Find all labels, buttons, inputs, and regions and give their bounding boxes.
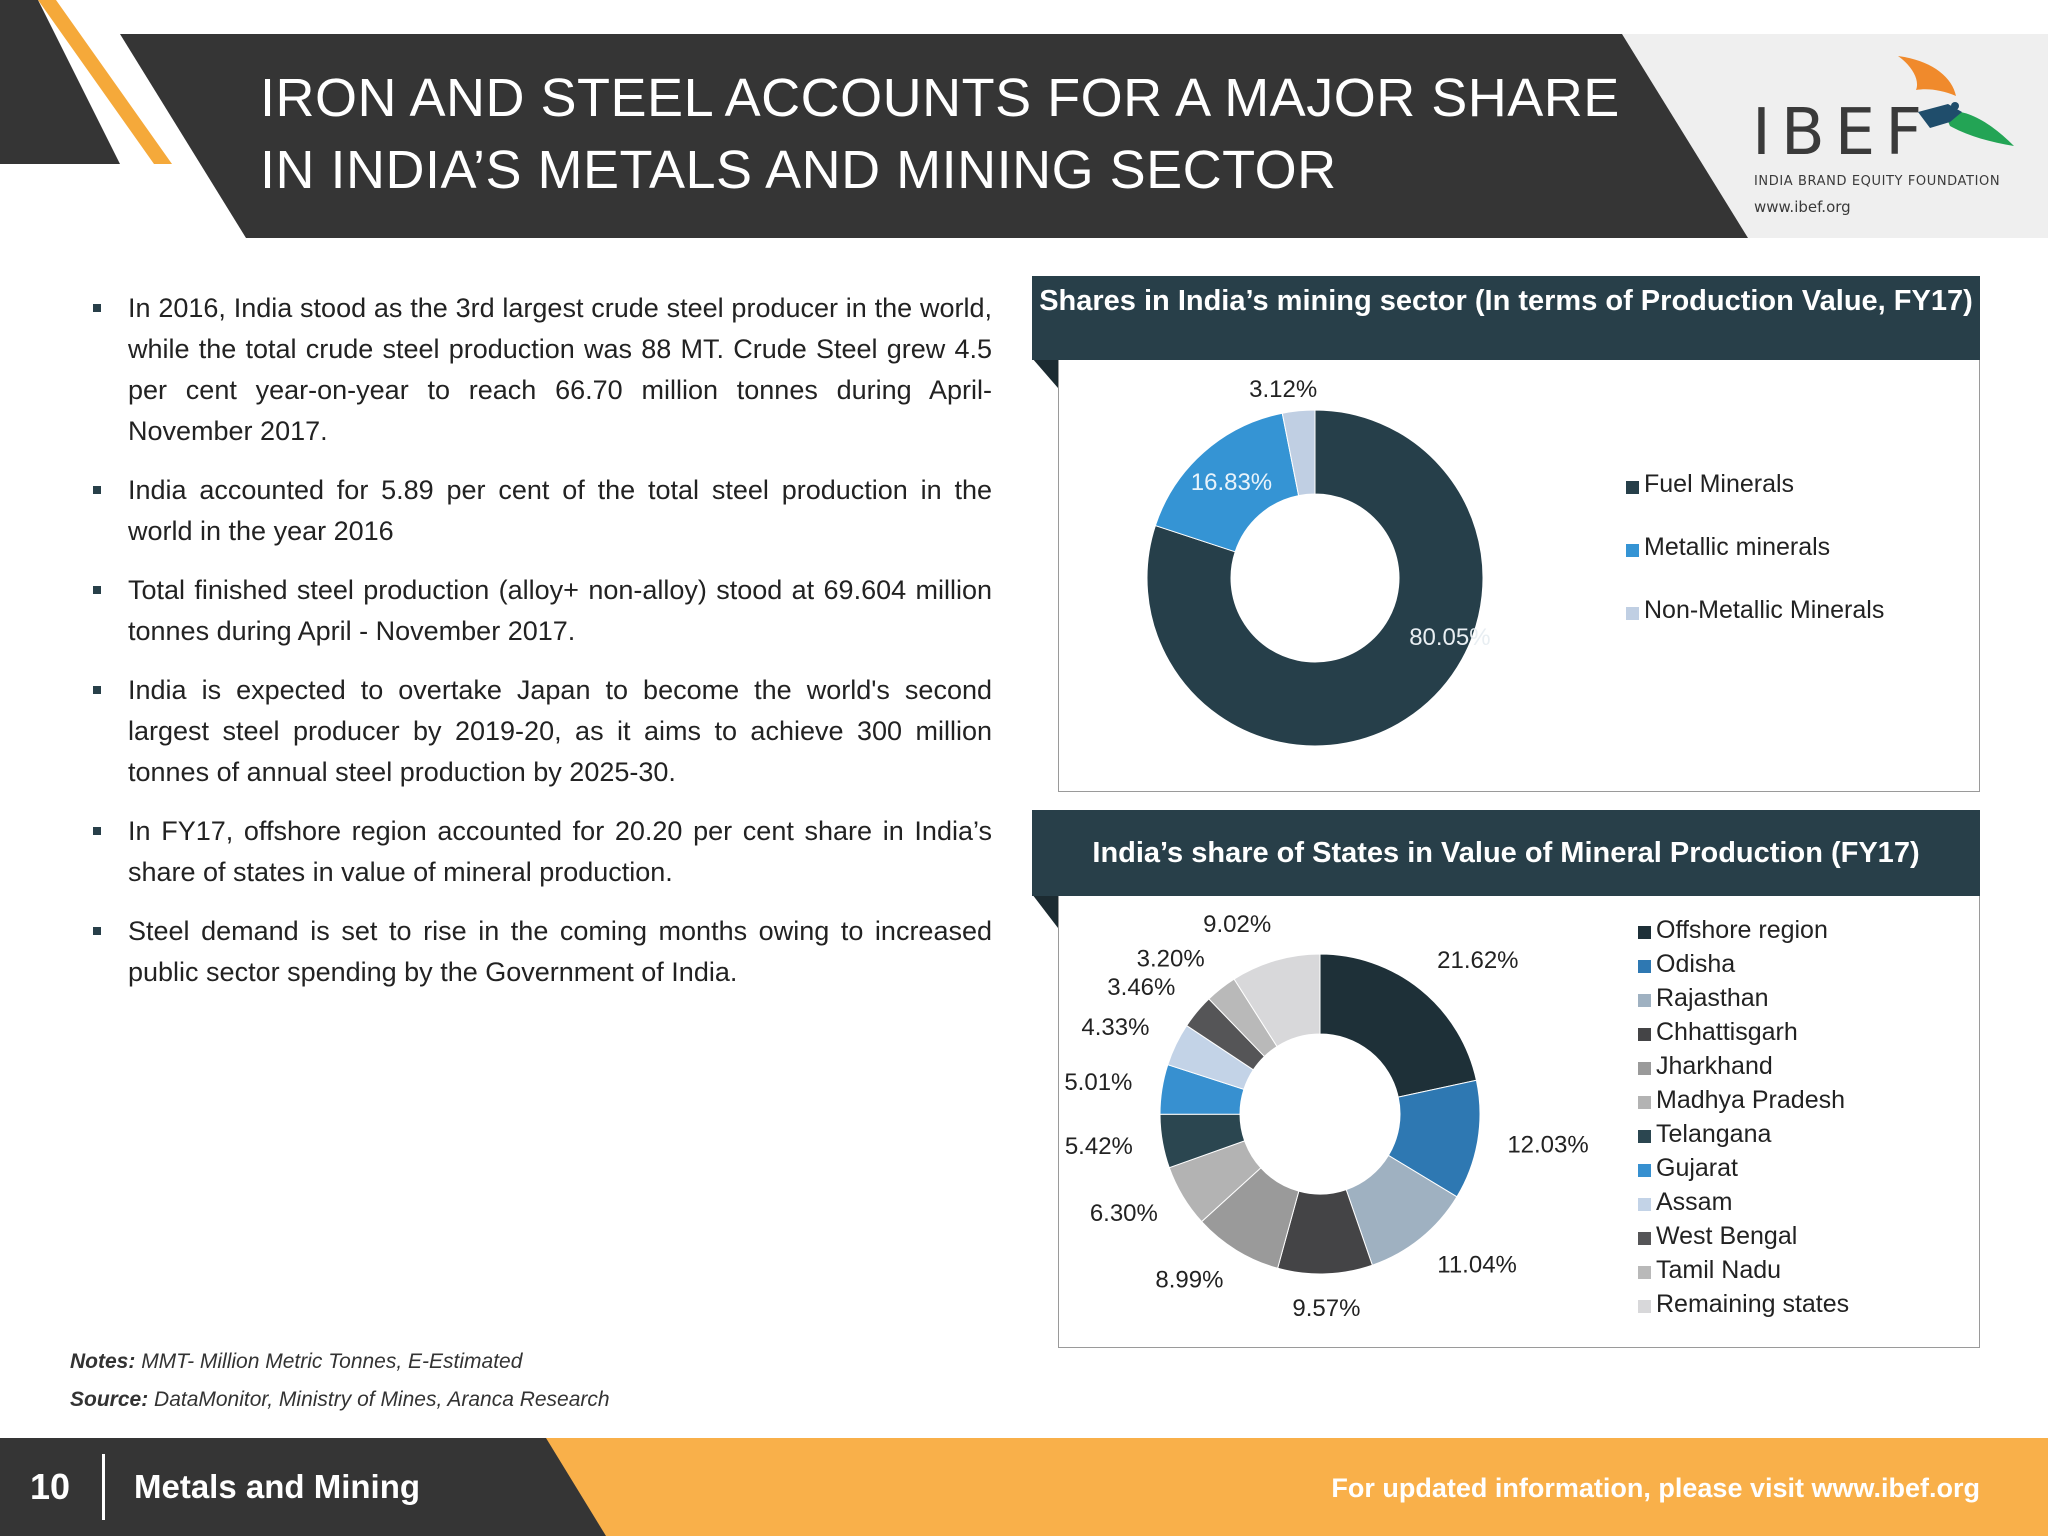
ibef-logo-text: IBEF (1752, 96, 1933, 170)
bullet-square-icon (93, 304, 101, 312)
notes-label: Notes: (70, 1350, 136, 1373)
chart2-legend-label: Telangana (1656, 1120, 1772, 1148)
source-text: DataMonitor, Ministry of Mines, Aranca Research (154, 1388, 610, 1411)
chart2-legend-item (1638, 1256, 1849, 1290)
legend-swatch (1638, 1266, 1651, 1279)
chart2-legend-label: Gujarat (1656, 1154, 1738, 1182)
chart2-data-label: 5.01% (1064, 1068, 1133, 1096)
chart2-legend-item (1638, 1086, 1849, 1120)
bullet-item (88, 811, 992, 893)
bullet-square-icon (93, 486, 101, 494)
bullet-text: Steel demand is set to rise in the coming months owing to increased public sector spending by the Government of India. (128, 916, 992, 987)
chart2-data-label: 6.30% (1089, 1200, 1158, 1228)
legend-swatch (1638, 1232, 1651, 1245)
chart2-donut (1064, 910, 1620, 1330)
legend-swatch (1638, 1164, 1651, 1177)
chart2-legend-item (1638, 1154, 1849, 1188)
chart2-legend-label: Jharkhand (1656, 1052, 1773, 1080)
ibef-logo-url: www.ibef.org (1754, 198, 1851, 216)
bullet-text: India is expected to overtake Japan to become the world's second largest steel producer by 2019-20, as it aims to achieve 300 million tonnes of annual steel production by 2025-30. (128, 675, 992, 787)
chart2-legend-item (1638, 1018, 1849, 1052)
chart1-data-label: 80.05% (1409, 624, 1491, 652)
legend-swatch (1638, 994, 1651, 1007)
bullet-text: In FY17, offshore region accounted for 20.20 per cent share in India’s share of states in value of mineral production. (128, 816, 992, 887)
notes-line (70, 1350, 522, 1374)
chart2-legend-item (1638, 984, 1849, 1018)
chart1-data-label: 3.12% (1249, 376, 1318, 404)
bullet-text: In 2016, India stood as the 3rd largest crude steel producer in the world, while the total crude steel production was 88 MT. Crude Steel grew 4.5 per cent year-on-year to reach 66.70 million tonnes during April-November 2017. (128, 293, 992, 446)
chart2-data-label: 5.42% (1064, 1132, 1133, 1160)
bullet-item (88, 911, 992, 993)
chart2-legend-label: Odisha (1656, 950, 1736, 978)
bullet-item (88, 570, 992, 652)
chart1-legend-label: Fuel Minerals (1644, 470, 1795, 498)
chart2-legend-label: Chhattisgarh (1656, 1018, 1798, 1046)
chart2-legend-item (1638, 916, 1849, 950)
bullet-square-icon (93, 586, 101, 594)
legend-swatch (1638, 1300, 1651, 1313)
section-name: Metals and Mining (134, 1468, 421, 1505)
chart1-legend-item (1626, 596, 1884, 659)
chart2-legend-item (1638, 1222, 1849, 1256)
chart2-data-label: 11.04% (1437, 1251, 1517, 1279)
bullet-square-icon (93, 686, 101, 694)
page-title-line-2: IN INDIA’S METALS AND MINING SECTOR (260, 140, 1337, 200)
legend-swatch (1626, 607, 1639, 620)
bullet-square-icon (93, 927, 101, 935)
legend-swatch (1638, 1096, 1651, 1109)
chart2-legend-label: Offshore region (1656, 916, 1828, 944)
bullet-item (88, 670, 992, 793)
chart2-slice (1320, 954, 1476, 1097)
source-line (70, 1388, 610, 1412)
chart2-header-fold (1032, 894, 1058, 928)
source-label: Source: (70, 1388, 149, 1411)
page-number: 10 (30, 1466, 71, 1507)
chart1-header-fold (1032, 358, 1058, 388)
chart2-data-label: 9.57% (1292, 1295, 1361, 1323)
chart1-legend (1626, 470, 1884, 659)
chart2-legend-label: Rajasthan (1656, 984, 1769, 1012)
chart2-data-label: 21.62% (1437, 946, 1519, 974)
legend-swatch (1638, 926, 1651, 939)
ibef-logo-subtitle: INDIA BRAND EQUITY FOUNDATION (1754, 174, 2001, 189)
chart2-legend-label: Madhya Pradesh (1656, 1086, 1846, 1114)
chart2-legend-item (1638, 950, 1849, 984)
chart1-legend-label: Metallic minerals (1644, 533, 1831, 561)
chart2-legend-label: West Bengal (1656, 1222, 1798, 1250)
bullet-item (88, 288, 992, 452)
chart2-legend-item (1638, 1188, 1849, 1222)
chart1-title: Shares in India’s mining sector (In terms of Production Value, FY17) (1032, 276, 1980, 360)
chart2-data-label: 3.46% (1107, 973, 1176, 1001)
bullet-text: India accounted for 5.89 per cent of the total steel production in the world in the year 2016 (128, 475, 992, 546)
chart1-donut (1120, 376, 1520, 780)
chart2-legend-item (1638, 1052, 1849, 1086)
bullet-text: Total finished steel production (alloy+ non-alloy) stood at 69.604 million tonnes during April - November 2017. (128, 575, 992, 646)
chart2-legend (1638, 916, 1849, 1324)
chart1-legend-label: Non-Metallic Minerals (1644, 596, 1885, 624)
bullet-square-icon (93, 827, 101, 835)
page-title-line-1: IRON AND STEEL ACCOUNTS FOR A MAJOR SHARE (260, 68, 1620, 128)
legend-swatch (1638, 1062, 1651, 1075)
chart1-data-label: 16.83% (1190, 469, 1273, 497)
chart2-legend-item (1638, 1120, 1849, 1154)
chart2-data-label: 12.03% (1507, 1131, 1589, 1159)
bullet-item (88, 470, 992, 552)
legend-swatch (1626, 544, 1639, 557)
legend-swatch (1626, 481, 1639, 494)
legend-swatch (1638, 1028, 1651, 1041)
chart2-legend-label: Remaining states (1656, 1290, 1850, 1318)
chart2-legend-item (1638, 1290, 1849, 1324)
chart1-legend-item (1626, 533, 1884, 596)
legend-swatch (1638, 1198, 1651, 1211)
footer-divider (102, 1454, 105, 1520)
chart1-legend-item (1626, 470, 1884, 533)
chart2-data-label: 4.33% (1081, 1014, 1150, 1042)
chart2-data-label: 3.20% (1136, 945, 1205, 973)
chart2-data-label: 9.02% (1203, 911, 1272, 939)
chart2-data-label: 8.99% (1155, 1266, 1224, 1294)
footer-website-link[interactable]: For updated information, please visit www.ibef.org (1331, 1473, 1980, 1503)
chart2-legend-label: Tamil Nadu (1656, 1256, 1782, 1284)
notes-text: MMT- Million Metric Tonnes, E-Estimated (141, 1350, 523, 1373)
legend-swatch (1638, 960, 1651, 973)
chart2-title: India’s share of States in Value of Mineral Production (FY17) (1032, 810, 1980, 896)
legend-swatch (1638, 1130, 1651, 1143)
bullet-list (88, 288, 992, 1011)
chart2-legend-label: Assam (1656, 1188, 1733, 1216)
page-title (260, 62, 1620, 206)
